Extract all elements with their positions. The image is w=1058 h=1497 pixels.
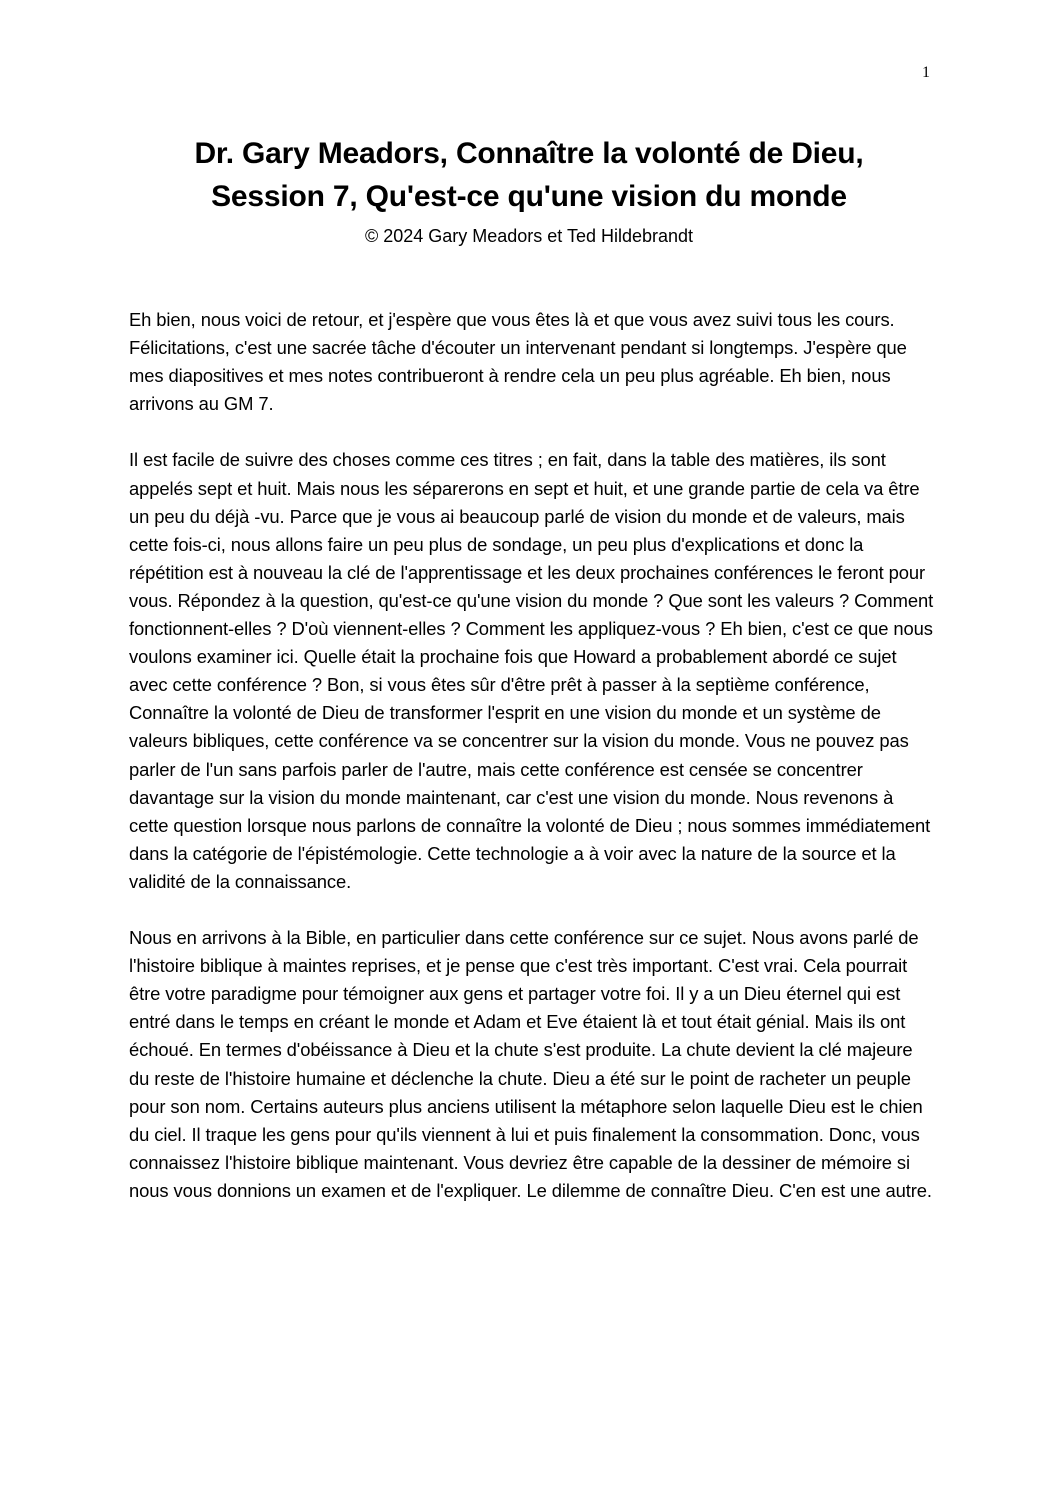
paragraph: Il est facile de suivre des choses comme ces titres ; en fait, dans la table des matières, ils sont appelés sept et huit. Mais nous les séparerons en sept et huit, et une grande partie de cela va être un peu du déjà -vu. Parce que je vous ai beaucoup parlé de vision du monde et de valeurs, mais cette fois-ci, nous allons faire un peu plus de sondage, un peu plus d'explications et donc la répétition est à nouveau la clé de l'apprentissage et les deux prochaines conférences le feront pour vous. Répondez à la question, qu'est-ce qu'une vision du monde ? Que sont les valeurs ? Comment fonctionnent-elles ? D'où viennent-elles ? Comment les appliquez-vous ? Eh bien, c'est ce que nous voulons examiner ici. Quelle était la prochaine fois que Howard a probablement abordé ce sujet avec cette conférence ? Bon, si vous êtes sûr d'être prêt à passer à la septième conférence, Connaître la volonté de Dieu de transformer l'esprit en une vision du monde et un système de valeurs bibliques, cette conférence va se concentrer sur la vision du monde. Vous ne pouvez pas parler de l'un sans parfois parler de l'autre, mais cette conférence est censée se concentrer davantage sur la vision du monde maintenant, car c'est une vision du monde. Nous revenons à cette question lorsque nous parlons de connaître la volonté de Dieu ; nous sommes immédiatement dans la catégorie de l'épistémologie. Cette technologie a à voir avec la nature de la source et la validité de la connaissance. xyxy=(129,449,934,892)
page-number: 1 xyxy=(922,64,930,81)
document-body xyxy=(129,306,934,1233)
title-line-2: Session 7, Qu'est-ce qu'une vision du monde xyxy=(211,180,847,213)
paragraph: Eh bien, nous voici de retour, et j'espère que vous êtes là et que vous avez suivi tous les cours. Félicitations, c'est une sacrée tâche d'écouter un intervenant pendant si longtemps. J'espère que mes diapositives et mes notes contribueront à rendre cela un peu plus agréable. Eh bien, nous arrivons au GM 7. xyxy=(129,309,907,415)
copyright-notice: © 2024 Gary Meadors et Ted Hildebrandt xyxy=(364,226,694,246)
title-line-1: Dr. Gary Meadors, Connaître la volonté de Dieu, xyxy=(194,137,864,170)
paragraph: Nous en arrivons à la Bible, en particulier dans cette conférence sur ce sujet. Nous avons parlé de l'histoire biblique à maintes reprises, et je pense que c'est très important. C'est vrai. Cela pourrait être votre paradigme pour témoigner aux gens et partager votre foi. Il y a un Dieu éternel qui est entré dans le temps en créant le monde et Adam et Eve étaient là et tout était génial. Mais ils ont échoué. En termes d'obéissance à Dieu et la chute s'est produite. La chute devient la clé majeure du reste de l'histoire humaine et déclenche la chute. Dieu a été sur le point de racheter un peuple pour son nom. Certains auteurs plus anciens utilisent la métaphore selon laquelle Dieu est le chien du ciel. Il traque les gens pour qu'ils viennent à lui et puis finalement la consommation. Donc, vous connaissez l'histoire biblique maintenant. Vous devriez être capable de la dessiner de mémoire si nous vous donnions un examen et de l'expliquer. Le dilemme de connaître Dieu. C'en est une autre. xyxy=(129,927,932,1201)
document-title xyxy=(100,132,958,218)
